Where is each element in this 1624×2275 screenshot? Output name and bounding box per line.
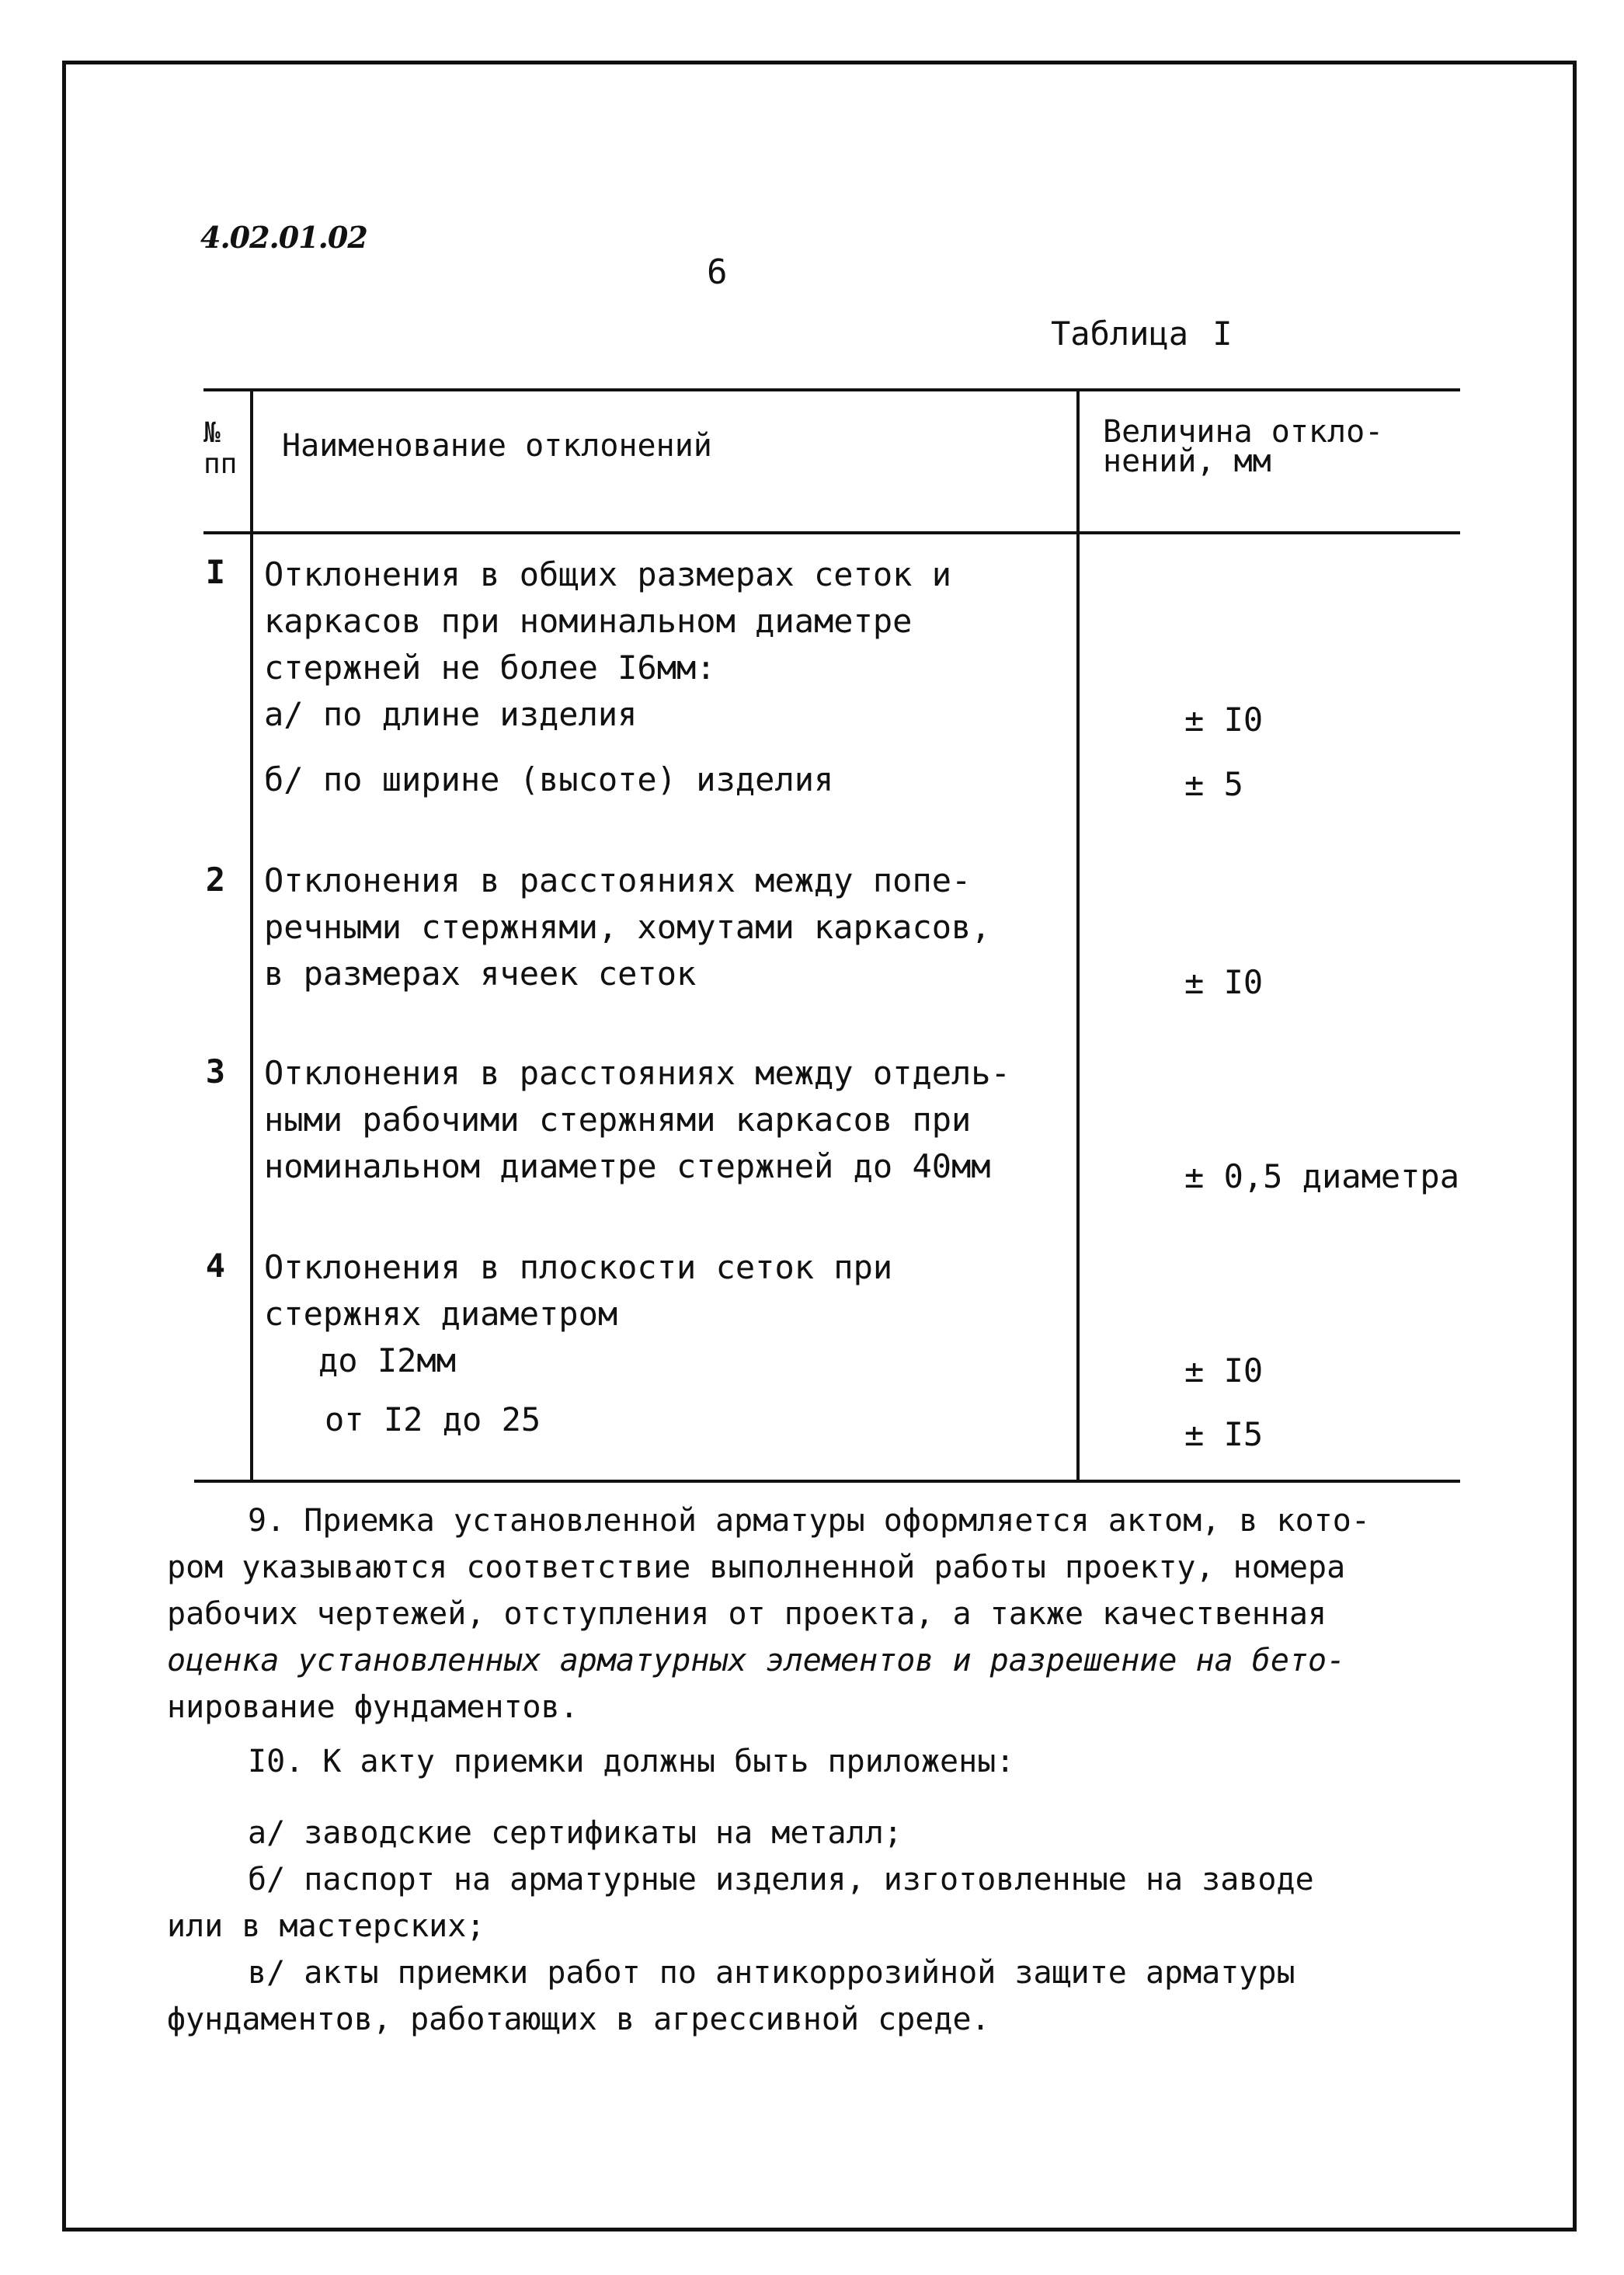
list-item: б/ паспорт на арматурные изделия, изготовленные на заводе	[248, 1862, 1314, 1898]
row-line: от I2 до 25	[325, 1400, 541, 1438]
row-line: б/ по ширине (высоте) изделия	[264, 760, 834, 798]
col-value-header-line2: нений, мм	[1103, 444, 1271, 479]
table-header-rule	[203, 531, 1460, 534]
row-line: стержнях диаметром	[264, 1295, 618, 1333]
attachments-list	[167, 1810, 1441, 2043]
row-value: ± 0,5 диаметра	[1184, 1157, 1460, 1195]
row-description	[264, 551, 951, 803]
table-col-divider-1	[250, 388, 253, 1481]
row-line: стержней не более I6мм:	[264, 649, 716, 687]
row-line: а/ по длине изделия	[264, 695, 638, 733]
row-line: каркасов при номинальном диаметре	[264, 602, 913, 640]
row-description	[264, 1050, 1010, 1190]
row-line: номинальном диаметре стержней до 40мм	[264, 1147, 991, 1185]
row-number: 2	[205, 861, 225, 899]
row-value: ± I0	[1184, 701, 1264, 739]
table-col-divider-2	[1076, 388, 1080, 1481]
row-value: ± I0	[1184, 1351, 1264, 1390]
list-item-continuation: фундаментов, работающих в агрессивной среде.	[167, 2002, 990, 2037]
list-item: в/ акты приемки работ по антикоррозийной защите арматуры	[248, 1955, 1295, 1991]
document-code: 4.02.01.02	[200, 220, 367, 255]
paragraph-line: оценка установленных арматурных элементов и разрешение на бето-	[167, 1643, 1346, 1678]
paragraph-line: рабочих чертежей, отступления от проекта, а также качественная	[167, 1596, 1327, 1632]
paragraph-line: I0. К акту приемки должны быть приложены:	[248, 1744, 1015, 1779]
paragraph-9	[167, 1498, 1441, 1731]
row-value: ± I0	[1184, 963, 1264, 1001]
col-value-header	[1103, 414, 1384, 479]
paragraph-line: нирование фундаментов.	[167, 1689, 579, 1725]
col-num-header-line2: пп	[203, 448, 238, 480]
row-line: Отклонения в плоскости сеток при	[264, 1248, 893, 1286]
col-name-header: Наименование отклонений	[282, 428, 712, 464]
list-item: а/ заводские сертификаты на металл;	[248, 1815, 902, 1851]
row-line: в размерах ячеек сеток	[264, 955, 697, 993]
col-num-header	[203, 418, 237, 480]
row-description	[264, 857, 991, 997]
row-value: ± 5	[1184, 765, 1243, 803]
row-line: ными рабочими стержнями каркасов при	[264, 1101, 972, 1139]
row-line: речными стержнями, хомутами каркасов,	[264, 908, 991, 946]
page-number: 6	[707, 252, 728, 292]
row-number: 3	[205, 1052, 225, 1091]
table-bottom-rule	[194, 1480, 1460, 1483]
list-item-continuation: или в мастерских;	[167, 1908, 485, 1944]
paragraph-line: 9. Приемка установленной арматуры оформляется актом, в кото-	[248, 1503, 1370, 1539]
row-number: 4	[205, 1247, 225, 1285]
row-line: Отклонения в общих размерах сеток и	[264, 555, 952, 593]
paragraph-10	[167, 1738, 1441, 1785]
col-num-header-line1: №	[203, 417, 221, 449]
row-line: до I2мм	[318, 1341, 457, 1379]
table-top-rule	[203, 388, 1460, 391]
col-value-header-line1: Величина откло-	[1103, 414, 1384, 450]
table-caption: Таблица I	[1051, 315, 1233, 353]
paragraph-line: ром указываются соответствие выполненной работы проекту, номера	[167, 1550, 1346, 1585]
row-line: Отклонения в расстояниях между отдель-	[264, 1054, 1010, 1092]
row-value: ± I5	[1184, 1415, 1264, 1453]
row-line: Отклонения в расстояниях между попе-	[264, 861, 972, 899]
row-number: I	[205, 553, 225, 591]
row-description	[264, 1244, 892, 1443]
